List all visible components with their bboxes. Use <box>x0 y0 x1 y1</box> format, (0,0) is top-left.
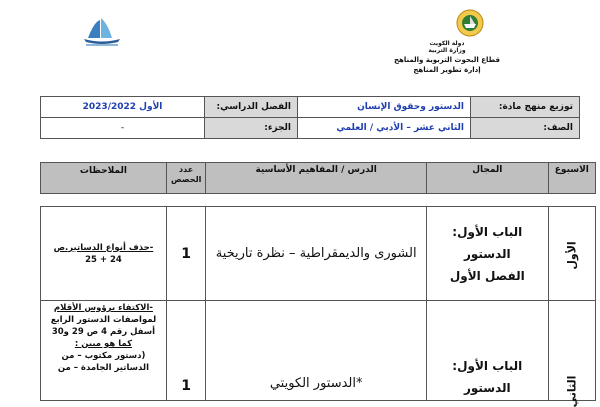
week-cell <box>548 207 595 301</box>
field-line: الدستور <box>463 246 511 261</box>
note-line: كما هو مبين : <box>74 339 133 349</box>
note-line: (دستور مكتوب – من <box>61 351 146 361</box>
notes-header: الملاحظات <box>41 163 167 194</box>
lesson-header: الدرس / المفاهيم الأساسية <box>206 163 426 194</box>
note-line: لمواصفات الدستور الرابع <box>50 315 157 325</box>
note-line: الدساتير الجامدة – من <box>57 363 150 373</box>
notes-cell <box>41 207 167 301</box>
week-cell <box>548 301 595 407</box>
note-line: أسفل رقم 4 ص 29 و30 <box>51 327 156 337</box>
table-header-row <box>41 163 596 194</box>
table-row <box>41 207 596 301</box>
count-cell: 1 <box>166 207 206 301</box>
week-label: الأول <box>565 241 579 270</box>
week-header: الاسبوع <box>548 163 595 194</box>
term-value: الأول 2023/2022 <box>41 97 205 118</box>
curriculum-table <box>40 162 596 407</box>
subject-value: الدستور وحقوق الإنسان <box>298 97 471 118</box>
field-line: الباب الأول: <box>452 224 523 239</box>
grade-value: الثاني عشر – الأدبي / العلمي <box>298 118 471 139</box>
header-country: دولة الكويت <box>429 40 465 47</box>
grade-label: الصف: <box>471 118 580 139</box>
header-department: إدارة تطوير المناهج <box>413 66 481 74</box>
count-header-line2: الحصص <box>171 175 202 184</box>
spacer-row <box>41 194 596 207</box>
notes-cell <box>41 301 167 401</box>
field-line: الباب الأول: <box>452 359 523 373</box>
field-header: المجال <box>426 163 548 194</box>
field-cell <box>426 207 548 301</box>
kuwait-emblem <box>455 8 485 38</box>
count-cell: 1 <box>166 301 206 401</box>
note-line: 24 + 25 <box>85 254 122 265</box>
count-header-line1: عدد <box>179 165 194 174</box>
field-line: الفصل الأول <box>449 268 525 283</box>
term-label: الفصل الدراسي: <box>205 97 298 118</box>
note-line: -حذف أنواع الدساتير.ص <box>53 242 154 253</box>
field-line: الدستور <box>463 381 511 395</box>
lesson-cell: الشورى والديمقراطية – نظرة تاريخية <box>206 207 426 301</box>
header-sector: قطاع البحوث التربوية والمناهج <box>393 56 501 64</box>
note-line: -الاكتفاء برؤوس الأقلام <box>53 303 153 313</box>
info-table <box>40 96 580 139</box>
count-header <box>166 163 206 194</box>
field-cell <box>426 301 548 401</box>
table-row <box>41 301 596 401</box>
subject-label: توزيع منهج مادة: <box>471 97 580 118</box>
new-kuwait-logo <box>80 16 124 48</box>
lesson-cell: *الدستور الكويتي <box>206 301 426 401</box>
part-label: الجزء: <box>205 118 298 139</box>
part-value: - <box>41 118 205 139</box>
header-ministry: وزارة التربية <box>428 47 466 54</box>
week-label: الثاني <box>565 375 579 407</box>
